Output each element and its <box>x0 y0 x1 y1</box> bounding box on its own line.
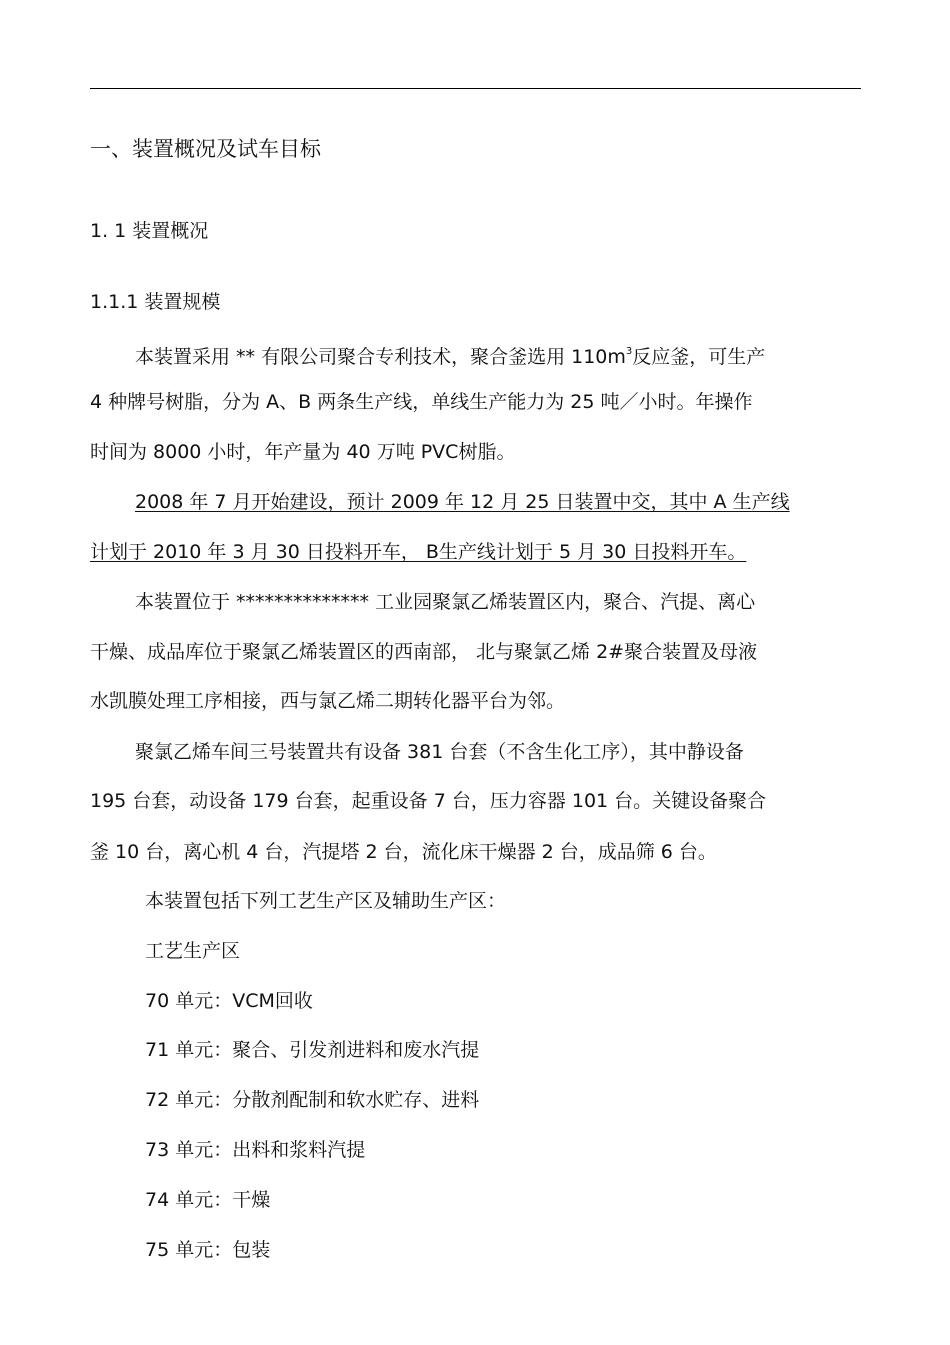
para1-line1-b: 反应釜，可生产 <box>632 346 766 368</box>
unit-item: 74 单元：干燥 <box>145 1189 271 1211</box>
para1-line2: 4 种牌号树脂，分为 A、B 两条生产线，单线生产能力为 25 吨／小时。年操作 <box>90 391 753 413</box>
para4-line3: 釜 10 台，离心机 4 台，汽提塔 2 台，流化床干燥器 2 台，成品筛 6 台。 <box>90 841 717 863</box>
para3-line3: 水凯膜处理工序相接，西与氯乙烯二期转化器平台为邻。 <box>90 690 566 712</box>
header-rule <box>90 88 861 89</box>
cubic-superscript: 3 <box>625 346 633 357</box>
unit-item: 70 单元：VCM回收 <box>145 990 313 1012</box>
section-heading: 1. 1 装置概况 <box>90 220 209 242</box>
subsection-heading: 1.1.1 装置规模 <box>90 291 221 313</box>
para3-line2: 干燥、成品库位于聚氯乙烯装置区的西南部， 北与聚氯乙烯 2#聚合装置及母液 <box>90 641 758 663</box>
para1-line1 <box>135 340 765 369</box>
chapter-title: 一、装置概况及试车目标 <box>90 137 321 161</box>
para4-line2: 195 台套，动设备 179 台套，起重设备 7 台，压力容器 101 台。关键设备聚合 <box>90 790 767 812</box>
intro-line: 本装置包括下列工艺生产区及辅助生产区： <box>145 890 507 912</box>
area-title: 工艺生产区 <box>145 940 241 962</box>
para1-line3: 时间为 8000 小时，年产量为 40 万吨 PVC树脂。 <box>90 441 516 463</box>
para2-line1: 2008 年 7 月开始建设，预计 2009 年 12 月 25 日装置中交，其中 A 生产线 <box>135 491 790 513</box>
para3-line1: 本装置位于 ************** 工业园聚氯乙烯装置区内，聚合、汽提、离心 <box>135 591 756 613</box>
para4-line1: 聚氯乙烯车间三号装置共有设备 381 台套（不含生化工序），其中静设备 <box>135 741 744 763</box>
unit-item: 71 单元：聚合、引发剂进料和废水汽提 <box>145 1039 480 1061</box>
unit-item: 75 单元：包装 <box>145 1239 271 1261</box>
para2-line2: 计划于 2010 年 3 月 30 日投料开车， B生产线计划于 5 月 30 日投料开车。 <box>90 541 747 563</box>
para1-line1-a: 本装置采用 ** 有限公司聚合专利技术，聚合釜选用 110m <box>135 346 626 368</box>
unit-item: 72 单元：分散剂配制和软水贮存、进料 <box>145 1089 480 1111</box>
unit-item: 73 单元：出料和浆料汽提 <box>145 1139 366 1161</box>
